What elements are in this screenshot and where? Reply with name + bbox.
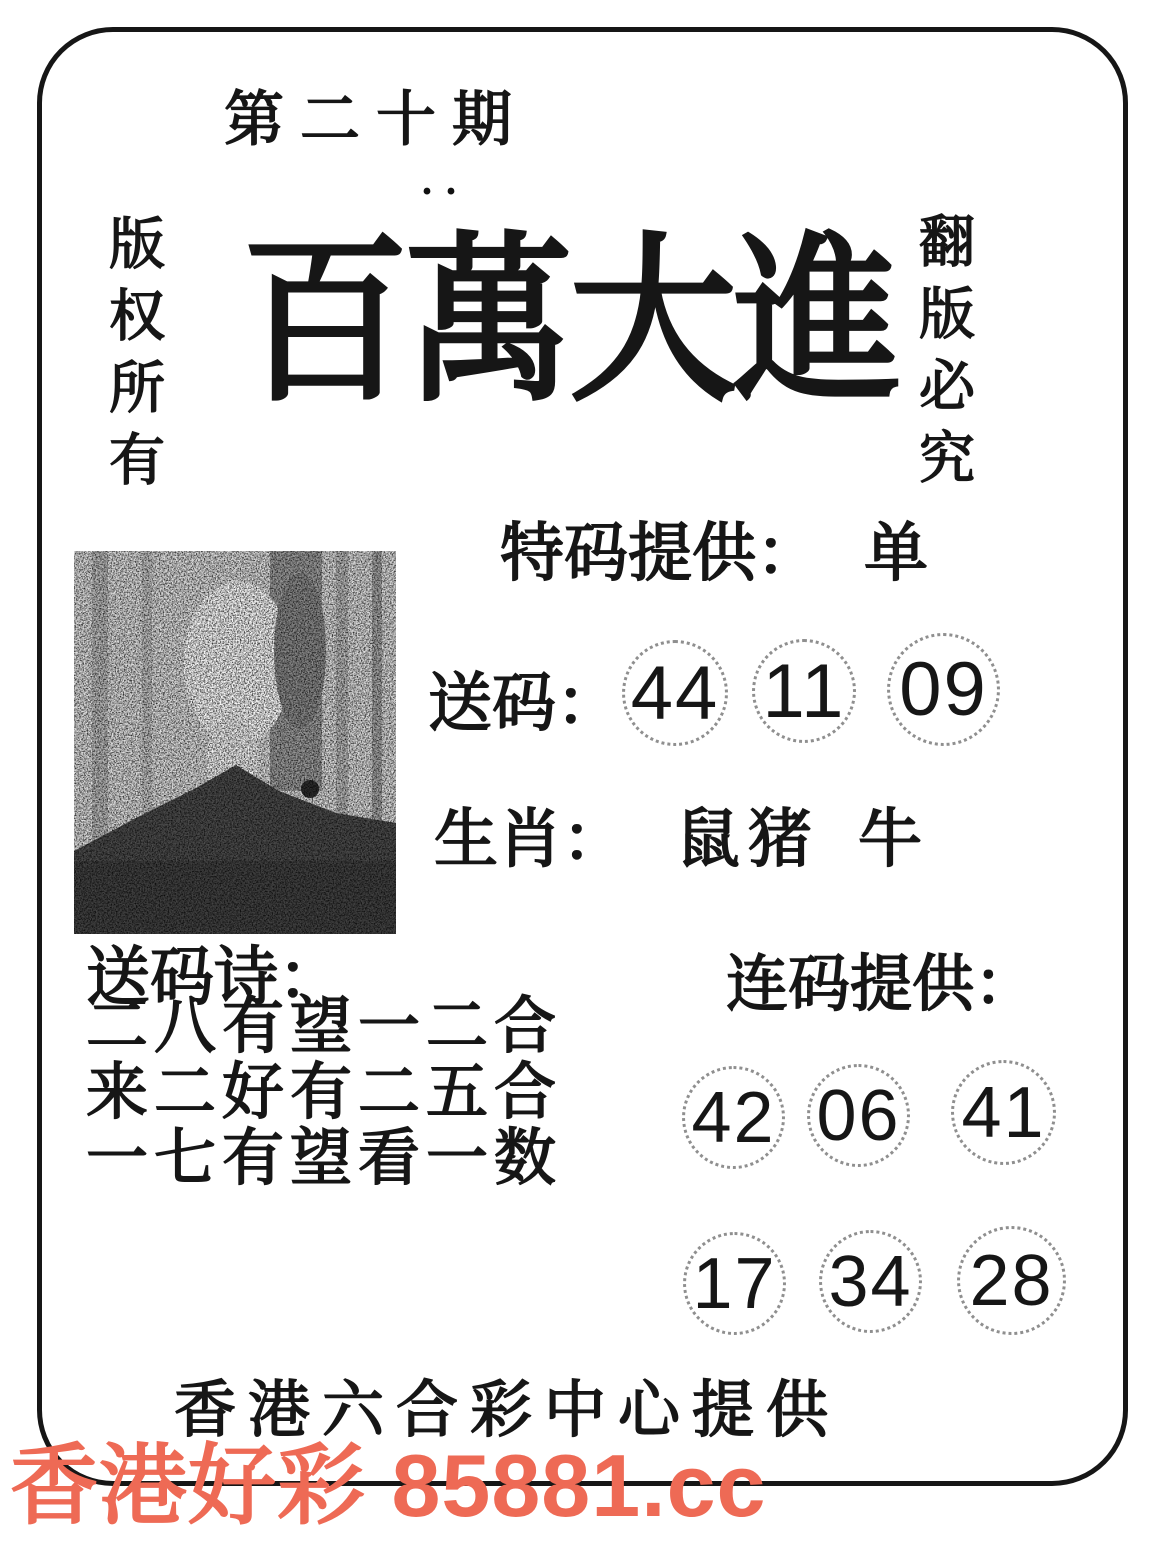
special-code-line bbox=[500, 502, 928, 594]
page-title: 百萬大進 bbox=[241, 223, 897, 424]
poem-line-3: 一七有望看一数 bbox=[86, 1125, 563, 1193]
linked-code-6: 28 bbox=[969, 1240, 1054, 1321]
linked-code-circle-6 bbox=[957, 1226, 1066, 1335]
linked-code-4: 17 bbox=[692, 1243, 777, 1324]
linked-code-2: 06 bbox=[816, 1075, 901, 1156]
colon-dots: ·· bbox=[420, 169, 469, 215]
copyright-left-text: 版权所有 bbox=[101, 214, 163, 502]
linked-code-circle-2 bbox=[807, 1064, 910, 1167]
gift-code-circle-2 bbox=[752, 639, 856, 743]
gift-code-circle-1 bbox=[622, 640, 728, 746]
linked-code-1: 42 bbox=[691, 1077, 776, 1158]
linked-code-3: 41 bbox=[961, 1072, 1046, 1153]
special-code-label: 特码提供： bbox=[500, 518, 820, 589]
issue-number: 第二十期 bbox=[224, 87, 528, 153]
provider-line: 香港六合彩中心提供 bbox=[174, 1377, 841, 1445]
copyright-right-text: 翻版必究 bbox=[911, 212, 973, 500]
linked-code-circle-3 bbox=[951, 1060, 1056, 1165]
linked-code-circle-1 bbox=[682, 1066, 785, 1169]
gift-code-label: 送码： bbox=[428, 668, 620, 739]
watermark-text: 香港好彩 85881.cc bbox=[10, 1436, 767, 1535]
gift-code-1: 44 bbox=[630, 650, 720, 736]
portrait-photo bbox=[74, 551, 396, 934]
gift-code-2: 11 bbox=[762, 648, 846, 734]
linked-code-circle-5 bbox=[819, 1230, 922, 1333]
zodiac-value: 鼠猪 牛 bbox=[676, 804, 930, 875]
gift-code-circle-3 bbox=[887, 633, 1000, 746]
special-code-value: 单 bbox=[864, 518, 928, 589]
poem-body bbox=[86, 994, 562, 1192]
linked-code-circle-4 bbox=[683, 1232, 786, 1335]
linked-code-5: 34 bbox=[828, 1241, 913, 1322]
gift-code-3: 09 bbox=[899, 647, 988, 732]
portrait-photo-art bbox=[74, 551, 396, 934]
linked-code-label: 连码提供： bbox=[726, 951, 1037, 1019]
zodiac-label: 生肖： bbox=[434, 804, 626, 875]
zodiac-line bbox=[434, 788, 930, 880]
poem-line-1: 二八有望一二合 bbox=[86, 993, 563, 1061]
poem-label: 送码诗： bbox=[86, 942, 342, 1013]
poem-line-2: 来二好有二五合 bbox=[86, 1059, 563, 1127]
